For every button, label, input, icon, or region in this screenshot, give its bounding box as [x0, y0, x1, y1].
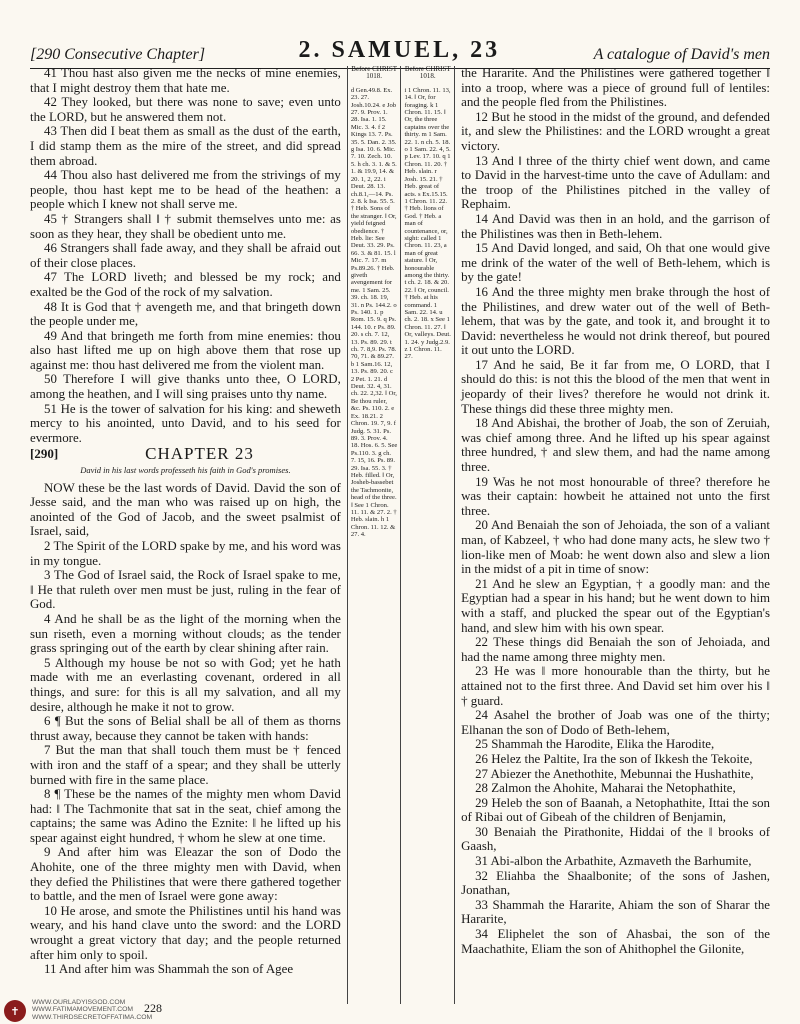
verse: 11 And after him was Shammah the son of Agee [44, 962, 294, 977]
verse: 17 And he said, Be it far from me, O LORD, that I should do this: is not this the blood of the men that went in jeopardy of their lives? therefore he would not drink it. These things did these three mighty men. [461, 357, 770, 416]
verse: 4 And he shall be as the light of the morning when the sun riseth, even a morning without clouds; as the tender grass springing out of the earth by clear shining after rain. [30, 611, 341, 656]
verse: the Hararite. And the Philistines were gathered together ‖ into a troop, where was a piece of ground full of lentiles: and the people fled from the Philistines. [461, 66, 770, 110]
verse: 6 ¶ But the sons of Belial shall be all of them as thorns thrust away, because they cannot be taken with hands: [30, 714, 341, 743]
verse: 18 And Abishai, the brother of Joab, the son of Zeruiah, was chief among three. And he lifted up his spear against three hundred, † and slew them, and had the name among three. [461, 416, 770, 475]
verse: 14 And David was then in an hold, and the garrison of the Philistines was then in Beth-lehem. [461, 211, 770, 241]
website-links [32, 999, 152, 1022]
verse: 51 He is the tower of salvation for his king: and sheweth mercy to his anointed, unto David, and to his seed for evermore. [30, 401, 341, 445]
verse: 34 Eliphelet the son of Ahasbai, the son of the Maachathite, Eliam the son of Ahithophel the Gilonite, [461, 927, 770, 956]
page-columns [30, 66, 770, 1004]
verse: 41 Thou hast also given me the necks of mine enemies, that I might destroy them that hate me. [30, 66, 341, 95]
verse: 8 ¶ These be the names of the mighty men whom David had: ‖ The Tachmonite that sat in the seat, chief among the captains; the same was Adino the Eznite: ‖ he lifted up his spear against eight hundred, † whom he slew at one time. [30, 787, 341, 845]
verse: 7 But the man that shall touch them must be † fenced with iron and the staff of a spear; and they shall be utterly burned with fire in the same place. [30, 743, 341, 787]
verse: 33 Shammah the Hararite, Ahiam the son of Sharar the Hararite, [461, 897, 770, 927]
verse: 31 Abi-albon the Arbathite, Azmaveth the Barhumite, [475, 854, 752, 869]
verse: 49 And that bringeth me forth from mine enemies: thou also hast lifted me up on high above them that rose up against me: thou hast delivered me from the violent man. [30, 328, 341, 372]
verse: 12 But he stood in the midst of the ground, and defended it, and slew the Philistines: and the LORD wrought a great victory. [461, 109, 770, 153]
right-column [455, 66, 770, 1004]
verse: 30 Benaiah the Pirathonite, Hiddai of the ‖ brooks of Gaash, [461, 824, 770, 854]
book-title: 2. SAMUEL, 23 [298, 37, 501, 63]
verse: 26 Helez the Paltite, Ira the son of Ikkesh the Tekoite, [475, 751, 753, 766]
verse: 5 Although my house be not so with God; yet he hath made with me an everlasting covenant, ordered in all things, and sure: for this is all my salvation, and all my desire, although he make it not to grow. [30, 655, 341, 714]
url-line[interactable]: WWW.OURLADYISGOD.COM [32, 998, 126, 1006]
verse: 50 Therefore I will give thanks unto thee, O LORD, among the heathen, and I will sing praises unto thy name. [30, 372, 341, 402]
margin-date: Before CHRIST 1018. [351, 66, 397, 81]
page-header [30, 34, 770, 69]
verse: 15 And David longed, and said, Oh that one would give me drink of the water of the well of Beth-lehem, which is by the gate! [461, 241, 770, 285]
verse: 47 The LORD liveth; and blessed be my rock; and exalted be the God of the rock of my salvation. [30, 270, 341, 299]
verse: 43 Then did I beat them as small as the dust of the earth, I did stamp them as the mire of the street, and did spread them abroad. [30, 124, 341, 168]
margin-date: Before CHRIST 1018. [404, 66, 451, 81]
verse: 16 And the three mighty men brake through the host of the Philistines, and drew water out of the well of Beth-lehem, that was by the gate, and took it, and brought it to David: nevertheless he would not drink thereof, but poured it out unto the LORD. [461, 284, 770, 358]
verse: 19 Was he not most honourable of three? therefore he was their captain: howbeit he attained not unto the first three. [461, 474, 770, 518]
verse: 9 And after him was Eleazar the son of Dodo the Ahohite, one of the three mighty men with David, when they defied the Philistines that were there gathered together to battle, and the men of Israel were gone away: [30, 845, 341, 904]
chapter-number: [290] [30, 446, 59, 462]
verse: 27 Abiezer the Anethothite, Mebunnai the Hushathite, [475, 766, 754, 781]
verse: 21 And he slew an Egyptian, † a goodly man: and the Egyptian had a spear in his hand; but he went down to him with a staff, and plucked the spear out of the Egyptian's hand, and slew him with his own spear. [461, 576, 770, 635]
left-column [30, 66, 347, 1004]
verse: 10 He arose, and smote the Philistines until his hand was weary, and his hand clave unto the sword: and the LORD wrought a great victory that day; and the people returned after him only to spoil. [30, 903, 341, 962]
chapter-summary: David in his last words professeth his faith in God's promises. [80, 465, 291, 476]
margin-references: i 1 Chron. 11. 13, 14. ‖ Or, for foraging. k 1 Chron. 11. 15. ‖ Or, the three captains over the thirty. m 1 Sam. 22. 1. n ch. 5. 18. o 1 Sam. 22. 4, 5. p Lev. 17. 10. q 1 Chron. 11. 20. † Heb. slain. r Josh. 15. 21. † Heb. great of acts. s Ex.15.15. 1 Chron. 11. 22. † Heb. lions of God. † Heb. a man of countenance, or, sight: called 1 Chron. 11. 23, a man of great stature. ‖ Or, honourable among the thirty. t ch. 2. 18. & 20. 22. ‖ Or, council. † Heb. at his command. 1 Sam. 22. 14. u ch. 2. 18. x See 1 Chron. 11. 27. ‖ Or, valleys. Deut. 1. 24. y Judg.2.9. z 1 Chron. 11. 27. [404, 86, 451, 361]
verse: 13 And ‖ three of the thirty chief went down, and came to David in the harvest-time unto the cave of Adullam: and the troop of the Philistines pitched in the valley of Rephaim. [461, 153, 770, 212]
verse: 23 He was ‖ more honourable than the thirty, but he attained not to the first three. And David set him over his ‖ † guard. [461, 664, 770, 708]
verse: 42 They looked, but there was none to save; even unto the LORD, but he answered them not. [30, 95, 341, 124]
margin-notes-right [401, 66, 455, 1004]
chapter-title: CHAPTER 23 [145, 444, 254, 464]
url-line[interactable]: WWW.FATIMAMOVEMENT.COM [32, 1006, 134, 1014]
verse: 3 The God of Israel said, the Rock of Israel spake to me, ‖ He that ruleth over men must be just, ruling in the fear of God. [30, 568, 341, 612]
verse: 46 Strangers shall fade away, and they shall be afraid out of their close places. [30, 241, 341, 270]
verse: 22 These things did Benaiah the son of Jehoiada, and had the name among three mighty men. [461, 635, 770, 664]
chapter-heading [30, 444, 341, 464]
margin-references: d Gen.49.8. Ex. 23. 27. Josh.10.24. e Job 27. 9. Prov. 1. 28. Isa. 1. 15. Mic. 3. 4. f 2 Kings 13. 7. Ps. 35. 5. Dan. 2. 35. g Isa. 10. 6. Mic. 7. 10. Zech. 10. 5. h ch. 3. 1. & 5. 1. & 19.9, 14. & 20. 1, 2, 22. i Deut. 28. 13. ch.8.1,—14. Ps. 2. 8. k Isa. 55. 5. † Heb. Sons of the stranger. ‖ Or, yield feigned obedience. † Heb. lie: See Deut. 33. 29. Ps. 66. 3. & 81. 15. l Mic. 7. 17. m Ps.89.26. † Heb. giveth avengement for me. 1 Sam. 25. 39. ch. 18. 19, 31. n Ps. 144.2. o Ps. 140. 1. p Rom. 15. 9. q Ps. 144. 10. r Ps. 89. 20. s ch. 7. 12, 13. Ps. 89. 29. t ch. 7. 8,9. Ps. 78. 70, 71. & 89.27. b 1 Sam.16. 12, 13. Ps. 89. 20. c 2 Pet. 1. 21. d Deut. 32. 4, 31. ch. 22. 2,32. ‖ Or, Be thou ruler, &c. Ps. 110. 2. e Ex. 18.21. 2 Chron. 19. 7, 9. f Judg. 5. 31. Ps. 89. 3. Prov. 4. 18. Hos. 6. 5. See Ps.110. 3. g ch. 7. 15, 16. Ps. 89. 29. Isa. 55. 3. † Heb. filled. ‖ Or, Josheb-bassebet the Tachmonite, head of the three. ‖ See 1 Chron. 11. 11. & 27. 2. † Heb. slain. h 1 Chron. 11. 12. & 27. 4. [350, 86, 398, 539]
verse: 25 Shammah the Harodite, Elika the Harodite, [475, 737, 715, 752]
verse: 24 Asahel the brother of Joab was one of the thirty; Elhanan the son of Dodo of Beth-lehem, [461, 708, 770, 737]
page-topic: A catalogue of David's men [593, 46, 770, 63]
verse: 28 Zalmon the Ahohite, Maharai the Netophathite, [475, 781, 736, 796]
margin-notes-left [347, 66, 402, 1004]
page-number: 228 [144, 1001, 162, 1015]
page-footer [4, 999, 152, 1022]
url-line[interactable]: WWW.THIRDSECRETOFFATIMA.COM [32, 1014, 153, 1022]
verse: 45 † Strangers shall ‖ † submit themselves unto me: as soon as they hear, they shall be obedient unto me. [30, 211, 341, 241]
seal-icon: ✝ [4, 1000, 26, 1022]
verse: 29 Heleb the son of Baanah, a Netophathite, Ittai the son of Ribai out of Gibeah of the children of Benjamin, [461, 795, 770, 825]
verse: 44 Thou also hast delivered me from the strivings of my people, thou hast kept me to be head of the heathen: a people which I knew not shall serve me. [30, 168, 341, 212]
verse: 20 And Benaiah the son of Jehoiada, the son of a valiant man, of Kabzeel, † who had done many acts, he slew two † lion-like men of Moab: he went down also and slew a lion in the midst of a pit in time of snow: [461, 518, 770, 577]
chapter-counter: [290 Consecutive Chapter] [30, 46, 206, 63]
verse: NOW these be the last words of David. David the son of Jesse said, and the man who was raised up on high, the anointed of the God of Jacob, and the sweet psalmist of Israel, said, [30, 480, 341, 539]
verse: 48 It is God that † avengeth me, and that bringeth down the people under me, [30, 299, 341, 329]
verse: 32 Eliahba the Shaalbonite; of the sons of Jashen, Jonathan, [461, 868, 770, 898]
verse: 2 The Spirit of the LORD spake by me, and his word was in my tongue. [30, 539, 341, 568]
